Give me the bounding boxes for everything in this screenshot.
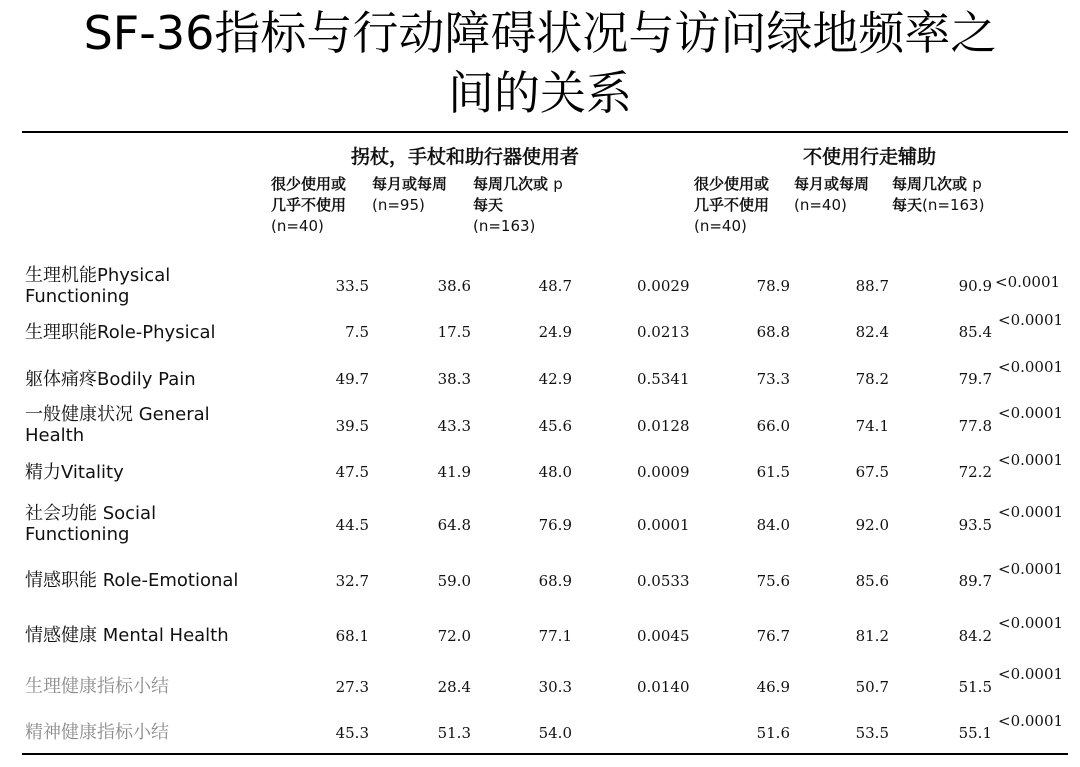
p-value: 0.0128	[637, 417, 690, 435]
table-top-rule	[22, 131, 1068, 133]
cell-value: 53.5	[855, 724, 889, 742]
cell-value: 28.4	[437, 678, 471, 696]
cell-value: 17.5	[437, 323, 471, 341]
cell-value: 51.5	[958, 678, 992, 696]
title-line-2: 间的关系	[448, 66, 632, 120]
cell-value: 51.3	[437, 724, 471, 742]
cell-value: 76.7	[756, 627, 790, 645]
group-header-no-aid: 不使用行走辅助	[803, 146, 937, 168]
cell-value: 33.5	[335, 277, 369, 295]
p-value: 0.0533	[637, 572, 690, 590]
cell-value: 72.2	[958, 463, 992, 481]
cell-value: 92.0	[855, 516, 889, 534]
cell-value: 45.3	[335, 724, 369, 742]
cell-value: 27.3	[335, 678, 369, 696]
row-label: 精神健康指标小结	[25, 722, 169, 743]
cell-value: 68.9	[538, 572, 572, 590]
cell-value: 72.0	[437, 627, 471, 645]
cell-value: 49.7	[335, 370, 369, 388]
cell-value: 90.9	[958, 277, 992, 295]
cell-value: 82.4	[855, 323, 889, 341]
g1-col-rarely: 很少使用或 几乎不使用 (n=40)	[271, 175, 347, 235]
p-value: 0.0001	[637, 516, 690, 534]
cell-value: 74.1	[855, 417, 889, 435]
cell-value: 32.7	[335, 572, 369, 590]
cell-value: 76.9	[538, 516, 572, 534]
cell-value: 84.2	[958, 627, 992, 645]
cell-value: 44.5	[335, 516, 369, 534]
p-value-2: <0.0001	[998, 451, 1064, 469]
cell-value: 78.2	[855, 370, 889, 388]
cell-value: 88.7	[855, 277, 889, 295]
cell-value: 43.3	[437, 417, 471, 435]
cell-value: 93.5	[958, 516, 992, 534]
cell-value: 66.0	[756, 417, 790, 435]
cell-value: 75.6	[756, 572, 790, 590]
g1-col-several-weekly-daily: 每周几次或 p 每天 (n=163)	[473, 175, 563, 235]
row-label: 社会功能 Social Functioning	[25, 503, 157, 545]
cell-value: 85.4	[958, 323, 992, 341]
row-label: 情感健康 Mental Health	[25, 625, 229, 646]
p-value-2: <0.0001	[998, 665, 1064, 683]
cell-value: 55.1	[958, 724, 992, 742]
p-value-2: <0.0001	[998, 503, 1064, 521]
p-value-2: <0.0001	[995, 273, 1061, 291]
group-header-aid-users: 拐杖，手杖和助行器使用者	[351, 146, 580, 168]
cell-value: 64.8	[437, 516, 471, 534]
cell-value: 30.3	[538, 678, 572, 696]
cell-value: 85.6	[855, 572, 889, 590]
cell-value: 42.9	[538, 370, 572, 388]
cell-value: 78.9	[756, 277, 790, 295]
p-value-2: <0.0001	[998, 614, 1064, 632]
p-value: 0.0009	[637, 463, 690, 481]
g2-col-rarely: 很少使用或 几乎不使用 (n=40)	[694, 175, 770, 235]
cell-value: 51.6	[756, 724, 790, 742]
cell-value: 68.8	[756, 323, 790, 341]
cell-value: 81.2	[855, 627, 889, 645]
p-value-2: <0.0001	[998, 404, 1064, 422]
row-label: 一般健康状况 General Health	[25, 404, 210, 446]
cell-value: 45.6	[538, 417, 572, 435]
g2-col-monthly-weekly: 每月或每周 (n=40)	[794, 175, 870, 214]
cell-value: 59.0	[437, 572, 471, 590]
cell-value: 24.9	[538, 323, 572, 341]
cell-value: 84.0	[756, 516, 790, 534]
g1-col-monthly-weekly: 每月或每周 (n=95)	[372, 175, 448, 214]
p-value-2: <0.0001	[998, 712, 1064, 730]
cell-value: 7.5	[345, 323, 369, 341]
row-label: 情感职能 Role-Emotional	[25, 570, 239, 591]
cell-value: 39.5	[335, 417, 369, 435]
p-value: 0.5341	[637, 370, 690, 388]
cell-value: 41.9	[437, 463, 471, 481]
cell-value: 38.3	[437, 370, 471, 388]
p-value: 0.0140	[637, 678, 690, 696]
cell-value: 61.5	[756, 463, 790, 481]
p-value: 0.0213	[637, 323, 690, 341]
p-value-2: <0.0001	[998, 358, 1064, 376]
p-value: 0.0029	[637, 277, 690, 295]
cell-value: 38.6	[437, 277, 471, 295]
row-label: 躯体痛疼Bodily Pain	[25, 369, 196, 390]
row-label: 生理机能Physical Functioning	[25, 265, 171, 307]
p-value-2: <0.0001	[998, 311, 1064, 329]
cell-value: 73.3	[756, 370, 790, 388]
table-bottom-rule	[22, 753, 1068, 755]
cell-value: 50.7	[855, 678, 889, 696]
p-value-2: <0.0001	[998, 560, 1064, 578]
row-label: 精力Vitality	[25, 462, 124, 483]
title-line-1: SF-36指标与行动障碍状况与访问绿地频率之	[83, 6, 997, 60]
g2-col-several-weekly-daily: 每周几次或 p 每天(n=163)	[892, 175, 985, 214]
cell-value: 68.1	[335, 627, 369, 645]
cell-value: 77.8	[958, 417, 992, 435]
cell-value: 67.5	[855, 463, 889, 481]
cell-value: 89.7	[958, 572, 992, 590]
cell-value: 48.0	[538, 463, 572, 481]
cell-value: 46.9	[756, 678, 790, 696]
row-label: 生理健康指标小结	[25, 676, 169, 697]
cell-value: 48.7	[538, 277, 572, 295]
cell-value: 79.7	[958, 370, 992, 388]
row-label: 生理职能Role-Physical	[25, 322, 216, 343]
cell-value: 77.1	[538, 627, 572, 645]
p-value: 0.0045	[637, 627, 690, 645]
cell-value: 54.0	[538, 724, 572, 742]
cell-value: 47.5	[335, 463, 369, 481]
